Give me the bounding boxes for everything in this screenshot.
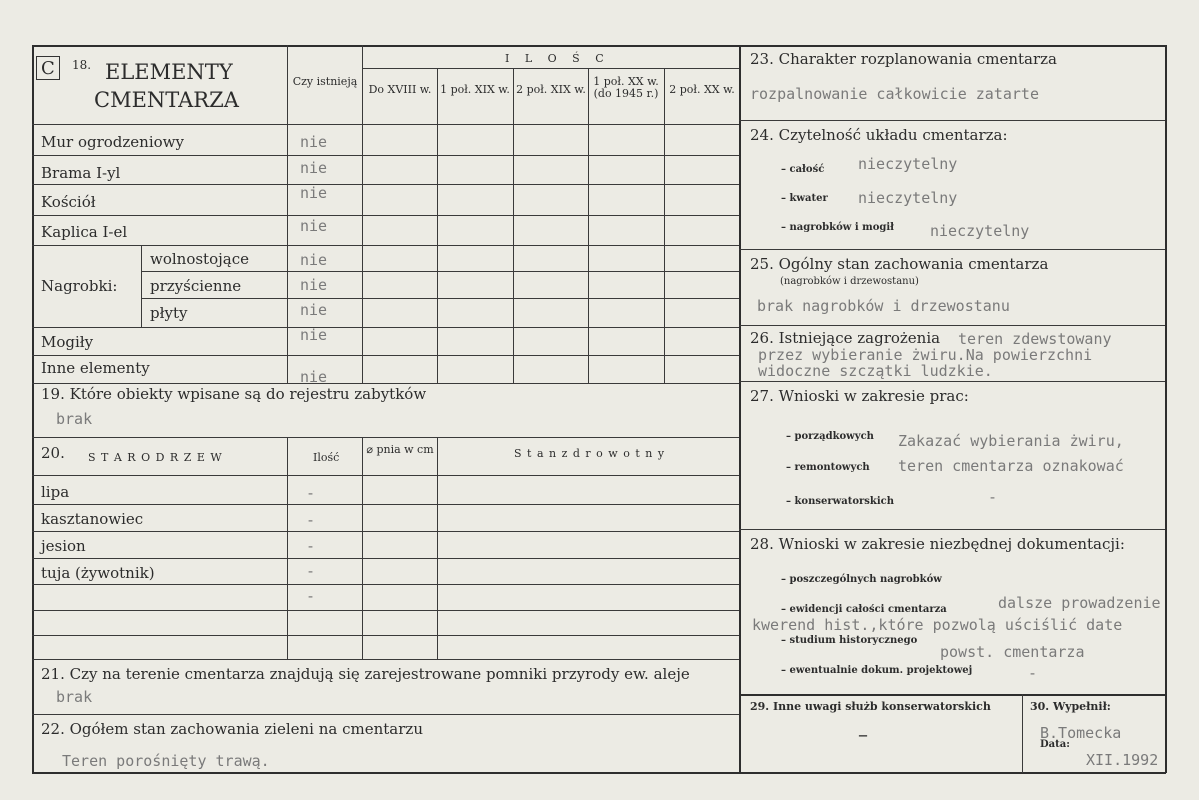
- section-22-label: 22. Ogółem stan zachowania zieleni na cmentarzu: [41, 720, 423, 738]
- row-label: Mogiły: [41, 333, 94, 351]
- section-25-label: 25. Ogólny stan zachowania cmentarza: [750, 255, 1049, 273]
- section-30-name: B.Tomecka: [1040, 724, 1122, 742]
- row-value: nie: [300, 326, 328, 344]
- section-20-col-stan: S t a n z d r o w o t n y: [514, 447, 666, 460]
- section-20-number: 20.: [41, 444, 65, 462]
- tree-name: kasztanowiec: [41, 510, 144, 528]
- s27-item-value: Zakazać wybierania żwiru,: [898, 432, 1124, 450]
- section-21-value: brak: [56, 688, 93, 706]
- row-label: przyścienne: [150, 277, 242, 295]
- period-header: 2 poł. XX w.: [669, 83, 735, 96]
- section-26-value-1: teren zdewstowany: [958, 330, 1112, 348]
- section-23-label: 23. Charakter rozplanowania cmentarza: [750, 50, 1057, 68]
- period-header: 1 poł. XX w. (do 1945 r.): [593, 75, 659, 100]
- section-23-value: rozpalnowanie całkowicie zatarte: [750, 85, 1039, 103]
- row-value: nie: [300, 159, 328, 177]
- s27-item-label: – porządkowych: [786, 431, 874, 442]
- row-label: Inne elementy: [41, 359, 150, 377]
- section-18-title-1: ELEMENTY: [105, 60, 233, 84]
- s28-item-label: – studium historycznego: [781, 635, 918, 646]
- s28-dash: -: [1028, 664, 1038, 682]
- s27-item-label: – remontowych: [786, 462, 870, 473]
- section-19-value: brak: [56, 410, 93, 428]
- s28-item-value: powst. cmentarza: [940, 643, 1085, 661]
- section-26-label: 26. Istniejące zagrożenia: [750, 329, 941, 347]
- s24-item-label: – kwater: [781, 193, 828, 204]
- row-label: płyty: [150, 304, 188, 322]
- section-19-label: 19. Które obiekty wpisane są do rejestru zabytków: [41, 385, 427, 403]
- tree-ilosc: -: [306, 511, 316, 529]
- s27-item-label: – konserwatorskich: [786, 496, 894, 507]
- section-c-box: [36, 56, 60, 80]
- s24-item-value: nieczytelny: [858, 189, 958, 207]
- col-exists-header: Czy istnieją: [292, 75, 358, 88]
- frame-top: [32, 45, 1166, 47]
- tree-ilosc: -: [306, 562, 316, 580]
- s28-item-value: dalsze prowadzenie: [998, 594, 1161, 612]
- section-c-letter: C: [41, 58, 55, 79]
- row-label: Mur ogrodzeniowy: [41, 133, 184, 151]
- period-header: 2 poł. XIX w.: [516, 83, 586, 96]
- tree-name: jesion: [41, 537, 86, 555]
- s24-item-label: – nagrobków i mogił: [781, 222, 895, 233]
- row-value: nie: [300, 276, 328, 294]
- section-30-label: 30. Wypełnił:: [1030, 700, 1111, 713]
- row-value: nie: [300, 301, 328, 319]
- section-20-col-pnia: ⌀ pnia w cm: [366, 443, 434, 456]
- column-divider: [739, 45, 741, 773]
- section-25-sub: (nagrobków i drzewostanu): [780, 276, 919, 287]
- section-22-value: Teren porośnięty trawą.: [62, 752, 270, 770]
- row-label: Kaplica I-el: [41, 223, 128, 241]
- period-header: 1 poł. XIX w.: [440, 83, 510, 96]
- section-20-col-ilosc: Ilość: [313, 451, 340, 464]
- row-value: nie: [300, 217, 328, 235]
- section-27-label: 27. Wnioski w zakresie prac:: [750, 387, 969, 405]
- row-label: Kościół: [41, 193, 96, 211]
- section-18-title-2: CMENTARZA: [94, 88, 239, 112]
- row-value: nie: [300, 133, 328, 151]
- s27-item-value: -: [988, 488, 998, 506]
- section-25-value: brak nagrobków i drzewostanu: [757, 297, 1010, 315]
- tree-ilosc: -: [306, 484, 316, 502]
- section-29-label: 29. Inne uwagi służb konserwatorskich: [750, 700, 991, 713]
- tree-name: tuja (żywotnik): [41, 564, 155, 582]
- section-26-value-3: widoczne szczątki ludzkie.: [758, 362, 993, 380]
- tree-ilosc: -: [306, 537, 316, 555]
- section-30-date: XII.1992: [1086, 751, 1159, 769]
- row-value: nie: [300, 251, 328, 269]
- row-value: nie: [300, 368, 328, 386]
- tree-ilosc: -: [306, 587, 316, 605]
- section-21-label: 21. Czy na terenie cmentarza znajdują się zarejestrowane pomniki przyrody ew. aleje: [41, 665, 690, 683]
- s28-item-label: – ewidencji całości cmentarza: [781, 604, 947, 615]
- section-18-number: 18.: [72, 58, 92, 72]
- frame-bottom: [32, 772, 1166, 774]
- frame-right: [1165, 45, 1167, 773]
- s24-item-value: nieczytelny: [930, 222, 1030, 240]
- s28-item-label: – poszczególnych nagrobków: [781, 574, 942, 585]
- nagrobki-label: Nagrobki:: [41, 277, 118, 295]
- s27-item-value: teren cmentarza oznakować: [898, 457, 1124, 475]
- s28-item-value: kwerend hist.,które pozwolą uściślić date: [752, 616, 1123, 634]
- s28-item-label: – ewentualnie dokum. projektowej: [781, 665, 973, 676]
- section-29-value: –: [858, 722, 868, 746]
- section-20-title: S T A R O D R Z E W: [88, 451, 223, 464]
- tree-name: lipa: [41, 483, 70, 501]
- row-label: Brama I-yl: [41, 164, 121, 182]
- period-header: Do XVIII w.: [368, 83, 432, 96]
- s24-item-label: – całość: [781, 164, 825, 175]
- section-30-date-label: Data:: [1040, 739, 1070, 750]
- section-26-value-2: przez wybieranie żwiru.Na powierzchni: [758, 346, 1093, 364]
- section-24-label: 24. Czytelność układu cmentarza:: [750, 126, 1008, 144]
- section-28-label: 28. Wnioski w zakresie niezbędnej dokumentacji:: [750, 535, 1125, 553]
- row-value: nie: [300, 184, 328, 202]
- s24-item-value: nieczytelny: [858, 155, 958, 173]
- ilosc-header: I L O Ś C: [505, 52, 610, 65]
- row-label: wolnostojące: [150, 250, 249, 268]
